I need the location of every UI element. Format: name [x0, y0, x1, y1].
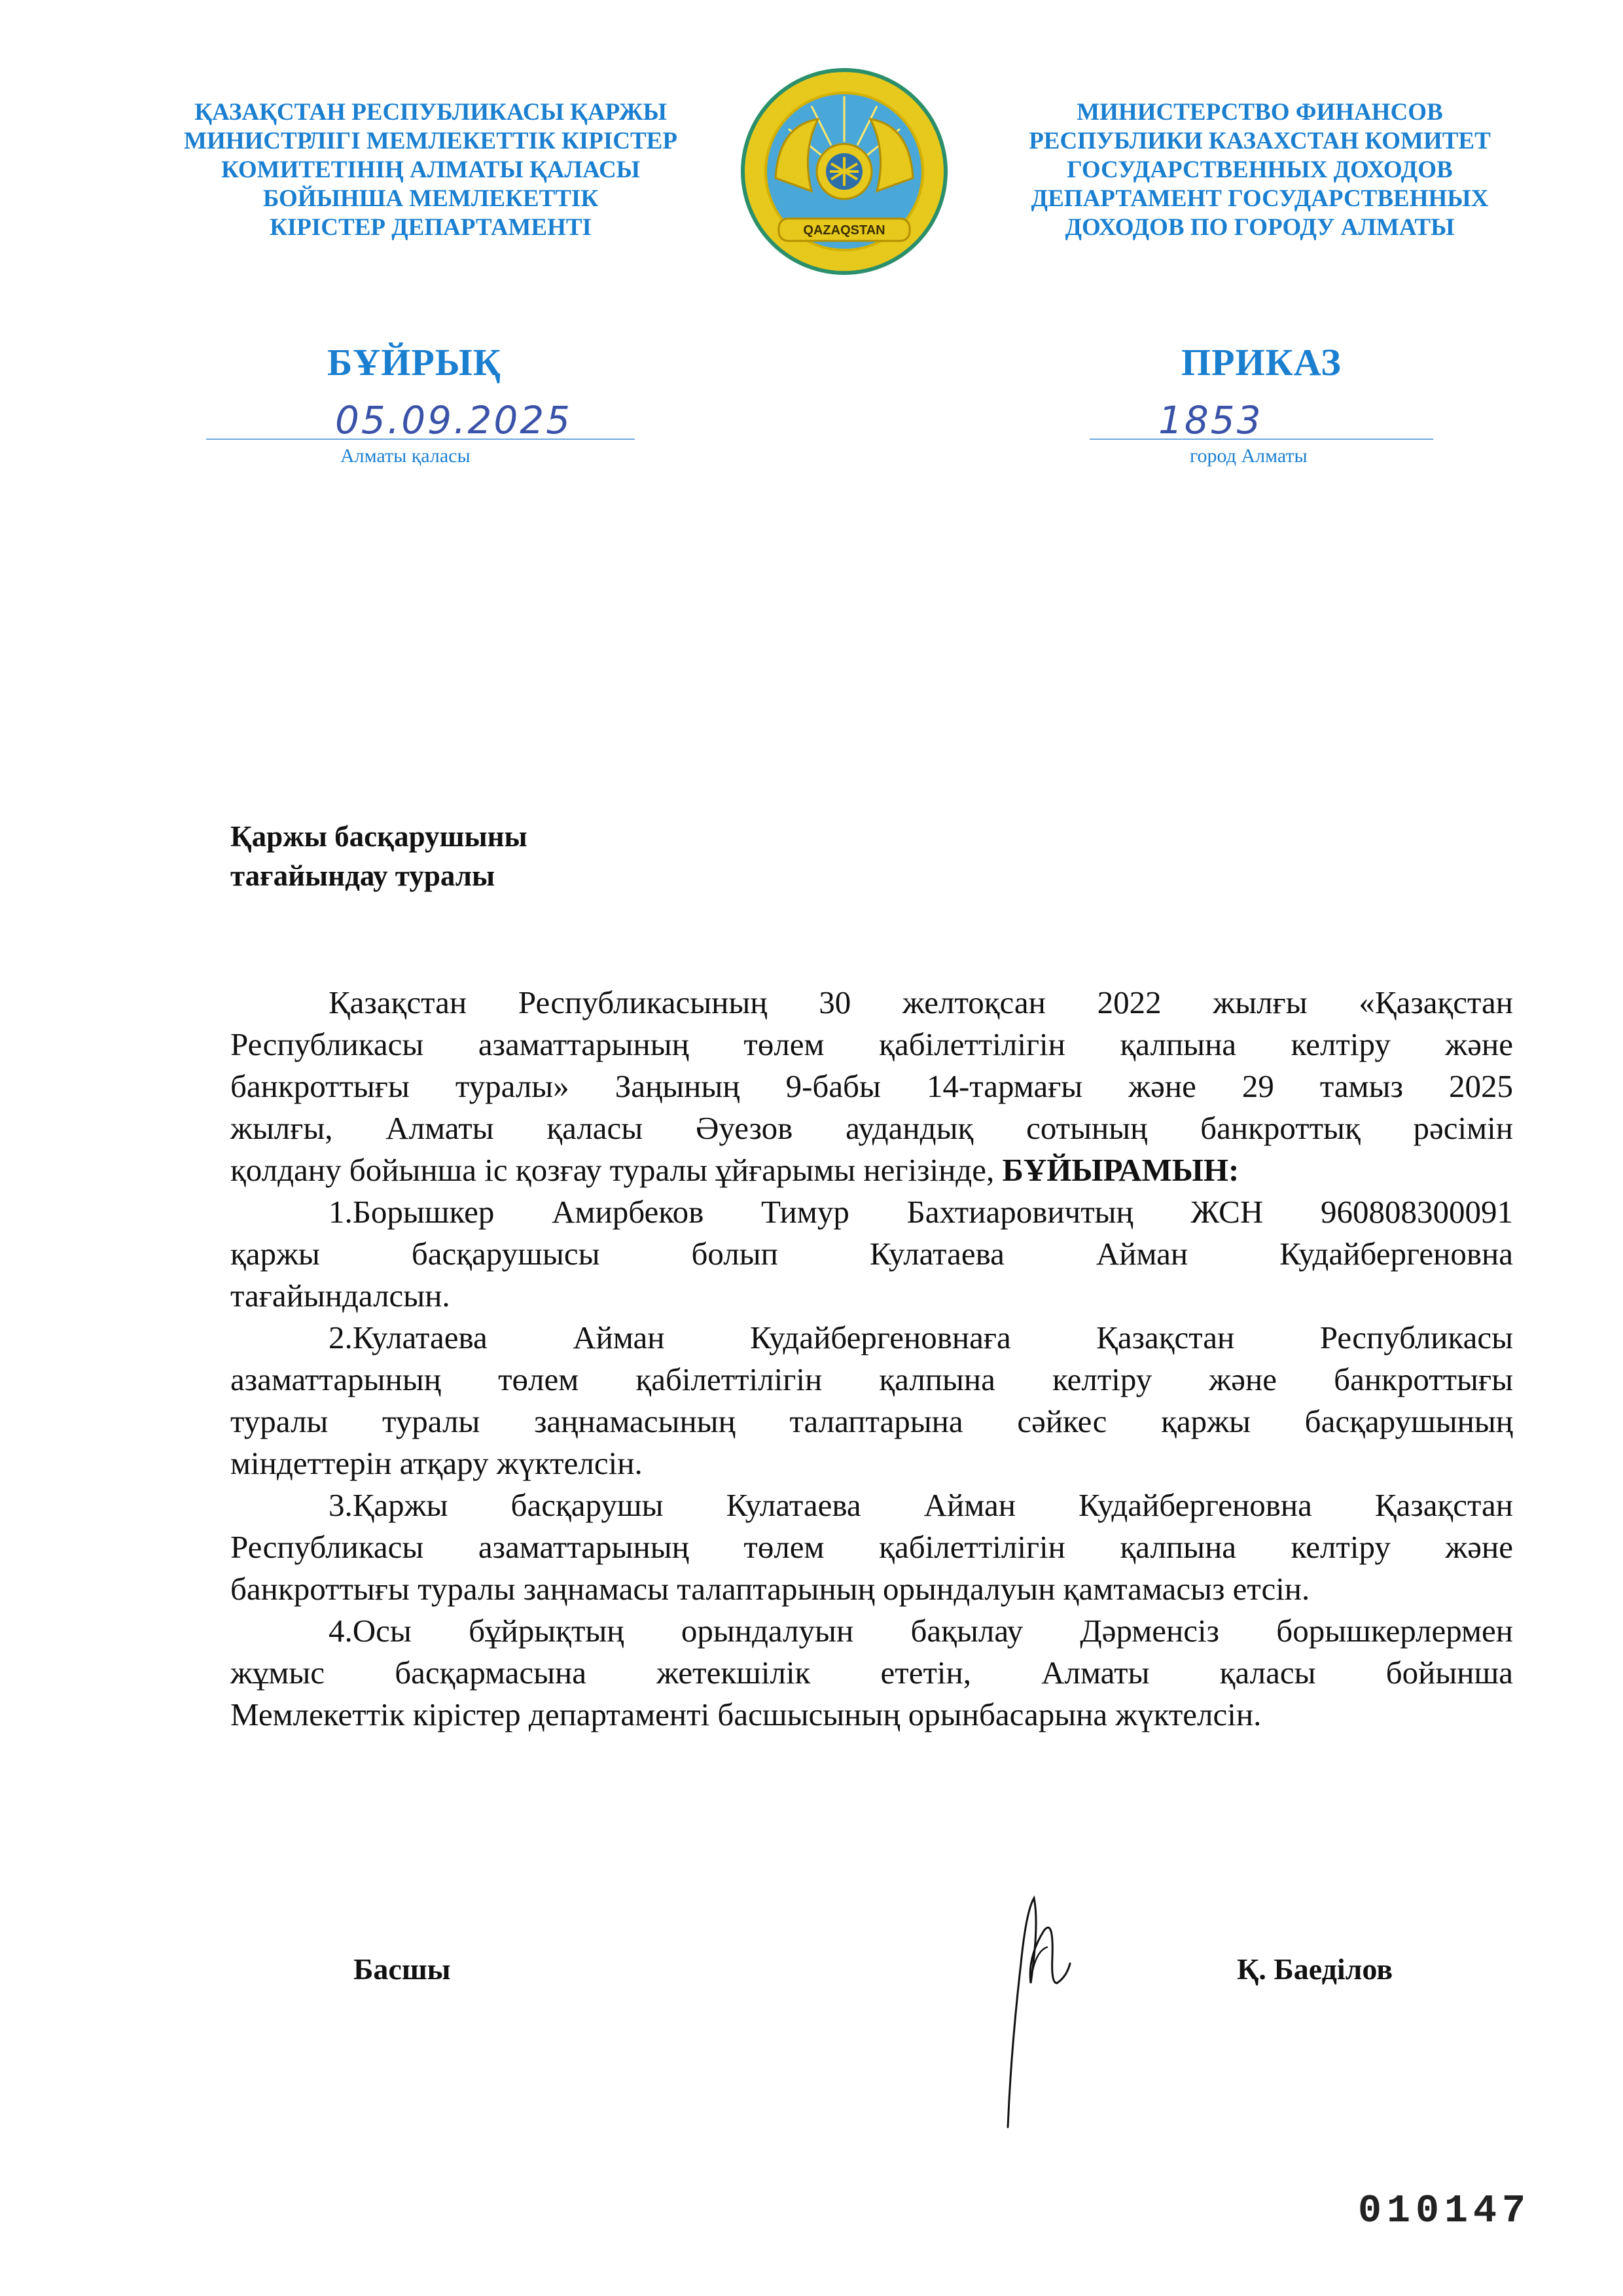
signatory-role: Басшы: [353, 1952, 451, 1986]
body-line: жылғы, Алматы қаласы Әуезов аудандық сотының банкроттық рәсімін: [230, 1110, 1513, 1146]
body-line: Мемлекеттік кірістер департаменті басшысының орынбасарына жүктелсін.: [230, 1696, 1262, 1732]
document-body: [230, 982, 1513, 1736]
body-line: азаматтарының төлем қабілеттілігін қалпына келтіру және банкроттығы: [230, 1361, 1513, 1397]
body-line: жұмыс басқармасына жетекшілік ететін, Алматы қаласы бойынша: [230, 1655, 1513, 1691]
header-line: ДОХОДОВ ПО ГОРОДУ АЛМАТЫ: [1065, 214, 1455, 241]
state-emblem-icon: [740, 67, 949, 276]
order-date: 05.09.2025: [335, 398, 573, 442]
paragraph-item-4: [230, 1610, 1513, 1736]
order-title-russian: ПРИКАЗ: [1181, 341, 1342, 384]
city-russian: город Алматы: [1190, 445, 1308, 467]
handwritten-signature-icon: [982, 1885, 1113, 2134]
document-subject: [230, 817, 527, 895]
body-line-final: [230, 1149, 1513, 1191]
header-russian-institution: [978, 98, 1541, 242]
paragraph-preamble: [230, 982, 1513, 1191]
header-line: КІРІСТЕР ДЕПАРТАМЕНТІ: [270, 214, 592, 241]
body-line: банкроттығы туралы» Заңының 9-бабы 14-тармағы және 29 тамыз 2025: [230, 1068, 1513, 1104]
paragraph-item-1: [230, 1191, 1513, 1317]
header-kazakh-institution: [149, 98, 712, 242]
paragraph-item-2: [230, 1317, 1513, 1484]
body-line: 1.Борышкер Амирбеков Тимур Бахтиаровичтың ЖСН 960808300091: [329, 1194, 1513, 1230]
body-line-text: қолдану бойынша іс қозғау туралы ұйғарымы негізінде,: [230, 1152, 995, 1188]
body-line: Қазақстан Республикасының 30 желтоқсан 2022 жылғы «Қазақстан: [329, 984, 1513, 1020]
header-line: БОЙЫНША МЕМЛЕКЕТТІК: [262, 185, 599, 212]
order-directive: БҰЙЫРАМЫН:: [1002, 1152, 1240, 1188]
body-line: туралы туралы заңнамасының талаптарына сәйкес қаржы басқарушының: [230, 1403, 1513, 1439]
subject-line: тағайындау туралы: [230, 859, 495, 892]
body-line: 4.Осы бұйрықтың орындалуын бақылау Дәрменсіз борышкерлермен: [329, 1613, 1513, 1649]
header-line: МИНИСТРЛІГІ МЕМЛЕКЕТТІК КІРІСТЕР: [184, 128, 677, 154]
body-line: Республикасы азаматтарының төлем қабілеттілігін қалпына келтіру және: [230, 1529, 1513, 1565]
header-line: ДЕПАРТАМЕНТ ГОСУДАРСТВЕННЫХ: [1031, 185, 1489, 212]
serial-number: 010147: [1358, 2189, 1531, 2234]
body-line: тағайындалсын.: [230, 1278, 450, 1314]
header-line: ҚАЗАҚСТАН РЕСПУБЛИКАСЫ ҚАРЖЫ: [194, 99, 667, 126]
header-line: РЕСПУБЛИКИ КАЗАХСТАН КОМИТЕТ: [1029, 128, 1491, 154]
body-line: қаржы басқарушысы болып Кулатаева Айман Кудайбергеновна: [230, 1236, 1513, 1272]
paragraph-item-3: [230, 1484, 1513, 1610]
date-underline: [206, 439, 635, 440]
header-line: МИНИСТЕРСТВО ФИНАНСОВ: [1077, 99, 1443, 126]
body-line: банкроттығы туралы заңнамасы талаптарының орындалуын қамтамасыз етсін.: [230, 1571, 1310, 1607]
order-title-kazakh: БҰЙРЫҚ: [327, 341, 501, 384]
header-line: ГОСУДАРСТВЕННЫХ ДОХОДОВ: [1067, 156, 1453, 183]
body-line: міндеттерін атқару жүктелсін.: [230, 1445, 643, 1481]
body-line: 2.Кулатаева Айман Кудайбергеновнаға Қазақстан Республикасы: [329, 1319, 1513, 1355]
subject-line: Қаржы басқарушыны: [230, 820, 527, 853]
city-kazakh: Алматы қаласы: [340, 445, 471, 467]
order-number: 1853: [1158, 398, 1263, 442]
header-line: КОМИТЕТІНІҢ АЛМАТЫ ҚАЛАСЫ: [221, 156, 641, 183]
body-line: Республикасы азаматтарының төлем қабілеттілігін қалпына келтіру және: [230, 1026, 1513, 1062]
signatory-name: Қ. Баеділов: [1237, 1952, 1393, 1986]
body-line: 3.Қаржы басқарушы Кулатаева Айман Кудайбергеновна Қазақстан: [329, 1487, 1513, 1523]
emblem-label: QAZAQSTAN: [803, 223, 885, 238]
number-underline: [1090, 439, 1433, 440]
